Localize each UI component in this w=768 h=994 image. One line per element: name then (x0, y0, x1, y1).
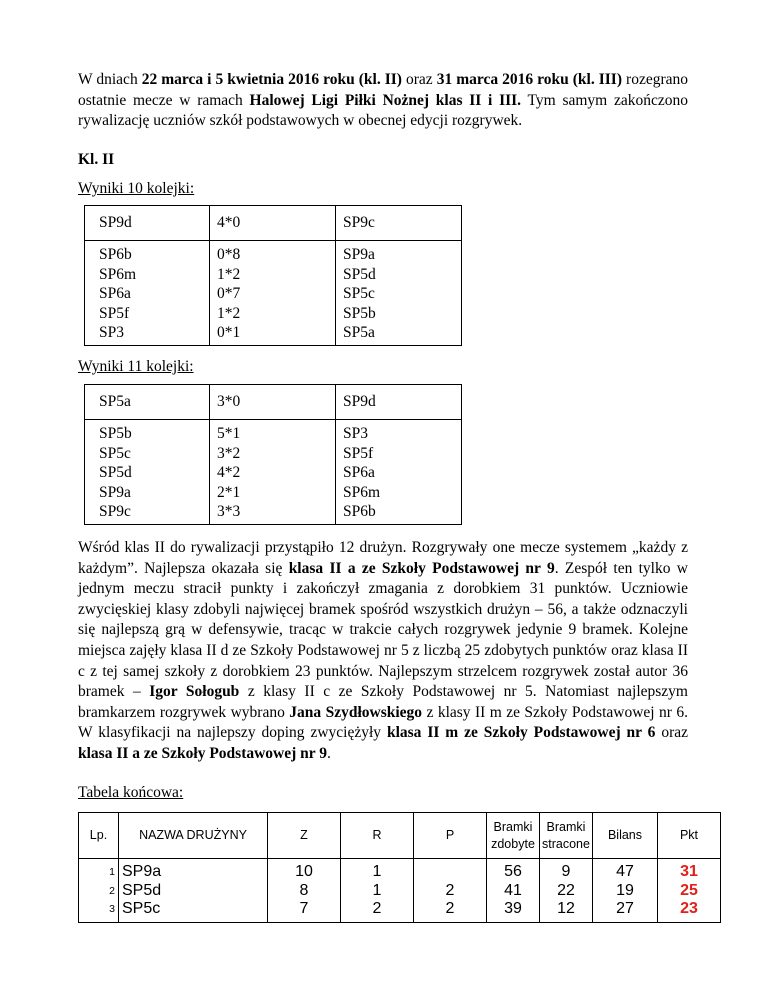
league-name: Halowej Ligi Piłki Nożnej klas II i III. (249, 91, 522, 109)
score: 2*1 (217, 483, 241, 501)
balance: 19 (616, 881, 634, 899)
best-goalkeeper: Jana Szydłowskiego (289, 703, 423, 721)
balance: 27 (616, 900, 634, 917)
winner-team: klasa II a ze Szkoły Podstawowej nr 9 (288, 559, 555, 577)
goals-lost: 12 (557, 900, 575, 917)
score: 1*2 (217, 304, 241, 322)
summary-paragraph: Wśród klas II do rywalizacji przystąpiło 12 drużyn. Rozgrywały one mecze systemem „każdy z każdym”. Najlepsza okazała się klasa II a ze Szkoły Podstawowej nr 9. Zespół ten tylko w jednym meczu stracił punkty i zakończył zmagania z dorobkiem 31 punktów. Uczniowie zwycięskiej klasy zdobyli najwięcej bramek spośród wszystkich drużyn – 56, a także odznaczyli się najlepszą grą w defensywie, tracąc w trakcie całych rozgrywek jedynie 9 bramek. Kolejne miejsca zajęły klasa II d ze Szkoły Podstawowej nr 5 z liczbą 25 zdobytych punktów oraz klasa II c z tej samej szkoły z dorobkiem 23 punktów. Najlepszym strzelcem rozgrywek został autor 36 bramek – Igor Sołogub z klasy II c ze Szkoły Podstawowej nr 5. Natomiast najlepszym bramkarzem rozgrywek wybrano Jana Szydłowskiego z klasy II m ze Szkoły Podstawowej nr 6. W klasyfikacji na najlepszy doping zwyciężyły klasa II m ze Szkoły Podstawowej nr 6 oraz klasa II a ze Szkoły Podstawowej nr 9. (78, 539, 689, 762)
goals-scored: 56 (504, 863, 522, 880)
home-team: SP6b (99, 246, 132, 263)
table-row (85, 206, 462, 241)
team-name: SP5c (122, 900, 161, 917)
col-balance: Bilans (593, 813, 658, 859)
away-team: SP5d (343, 265, 376, 283)
rank: 1 (109, 866, 115, 878)
score: 5*1 (217, 425, 241, 442)
wins: 8 (299, 881, 309, 899)
goals-lost: 9 (561, 863, 571, 880)
round10-table (84, 205, 462, 346)
losses (414, 863, 486, 882)
score: 3*3 (217, 503, 241, 521)
away-team: SP6m (343, 483, 381, 501)
score: 3*0 (217, 393, 241, 410)
col-team-name: NAZWA DRUŻYNY (119, 813, 268, 859)
away-team: SP5a (343, 324, 375, 342)
goals-lost: 22 (557, 881, 575, 899)
home-team: SP9d (99, 214, 132, 231)
team-name: SP9a (122, 863, 162, 880)
home-team: SP6m (99, 265, 137, 283)
losses: 2 (445, 881, 455, 899)
round11-heading: Wyniki 11 kolejki: (78, 358, 194, 375)
score: 3*2 (217, 444, 241, 462)
col-goals-scored: Bramki zdobyte (487, 813, 540, 859)
col-z: Z (268, 813, 341, 859)
dates-class-2: 22 marca i 5 kwietnia 2016 roku (kl. II) (141, 71, 402, 88)
away-team: SP9c (343, 214, 375, 231)
away-team: SP5b (343, 304, 376, 322)
date-class-3: 31 marca 2016 roku (kl. III) (436, 71, 623, 88)
draws: 2 (372, 900, 382, 917)
points: 31 (680, 863, 698, 880)
class-heading: Kl. II (78, 151, 115, 168)
final-table-heading: Tabela końcowa: (78, 784, 184, 801)
goals-scored: 39 (504, 900, 522, 917)
round11-table (84, 384, 462, 525)
home-team: SP5b (99, 425, 132, 442)
balance: 47 (616, 863, 634, 880)
table-row (85, 420, 462, 525)
points: 23 (680, 900, 698, 917)
doping-winner-2: klasa II a ze Szkoły Podstawowej nr 9 (78, 744, 328, 762)
away-team: SP6a (343, 464, 375, 482)
table-row (79, 859, 721, 923)
draws: 1 (372, 881, 382, 899)
losses: 2 (445, 900, 455, 917)
home-team: SP5a (99, 393, 131, 410)
top-scorer: Igor Sołogub (149, 683, 240, 701)
col-p: P (414, 813, 487, 859)
score: 0*8 (217, 246, 241, 263)
score: 0*1 (217, 324, 241, 342)
away-team: SP6b (343, 503, 376, 521)
col-lp: Lp. (79, 813, 119, 859)
away-team: SP9a (343, 246, 375, 263)
table-row (85, 241, 462, 346)
score: 4*2 (217, 464, 241, 482)
table-row (85, 385, 462, 420)
col-points: Pkt (658, 813, 721, 859)
doping-winner-1: klasa II m ze Szkoły Podstawowej nr 6 (386, 724, 656, 742)
col-goals-lost: Bramki stracone (540, 813, 593, 859)
home-team: SP5d (99, 464, 132, 482)
home-team: SP6a (99, 285, 131, 303)
draws: 1 (372, 863, 382, 880)
team-name: SP5d (122, 881, 162, 899)
rank: 2 (109, 884, 115, 897)
home-team: SP5c (99, 444, 131, 462)
col-r: R (341, 813, 414, 859)
wins: 7 (299, 900, 309, 917)
table-header-row (79, 813, 721, 859)
away-team: SP5c (343, 285, 375, 303)
score: 4*0 (217, 214, 241, 231)
score: 1*2 (217, 265, 241, 283)
round10-heading: Wyniki 10 kolejki: (78, 180, 195, 197)
home-team: SP9a (99, 483, 131, 501)
score: 0*7 (217, 285, 241, 303)
final-standings-table (78, 812, 721, 923)
goals-scored: 41 (504, 881, 522, 899)
points: 25 (680, 881, 698, 899)
rank: 3 (109, 903, 115, 915)
away-team: SP9d (343, 393, 376, 410)
home-team: SP3 (99, 324, 124, 342)
away-team: SP3 (343, 425, 368, 442)
wins: 10 (295, 863, 313, 880)
home-team: SP5f (99, 304, 130, 322)
home-team: SP9c (99, 503, 131, 521)
intro-paragraph: W dniach 22 marca i 5 kwietnia 2016 roku (kl. II) oraz 31 marca 2016 roku (kl. III) rozegrano ostatnie mecze w ramach Halowej Ligi Piłki Nożnej klas II i III. Tym samym zakończono rywalizację uczniów szkół podstawowych w obecnej edycji rozgrywek. (78, 71, 689, 130)
away-team: SP5f (343, 444, 374, 462)
